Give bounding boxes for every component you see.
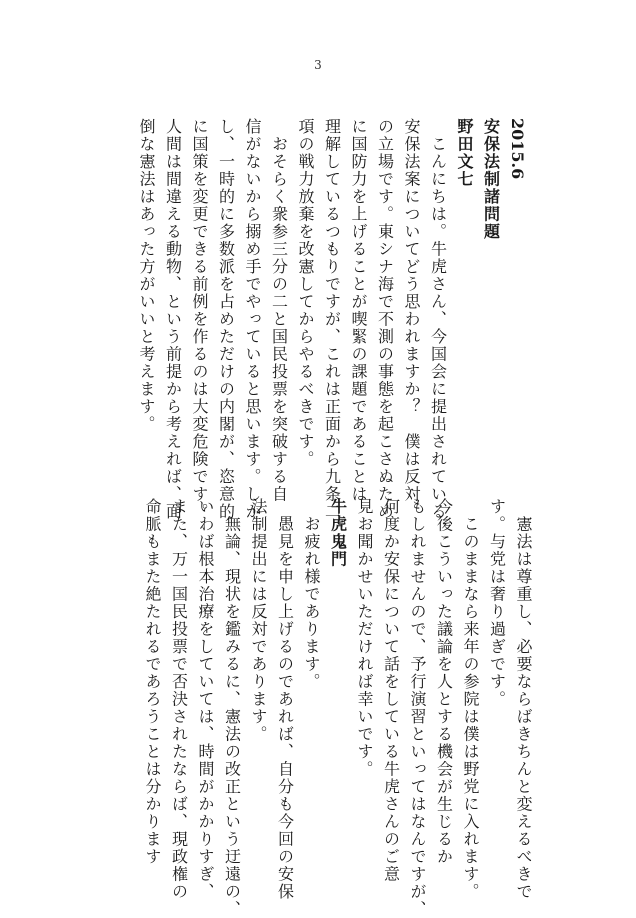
text-line: に国策を変更できる前例を作るのは大変危険です。 bbox=[190, 118, 209, 521]
text-line: おそらく衆参三分の二と国民投票を突破する自 bbox=[269, 118, 289, 503]
text-line: いわば根本治療をしていては、時間がかかりすぎ、 bbox=[196, 498, 215, 901]
text-line: 信がないから搦め手でやっていると思います。しか bbox=[243, 118, 262, 521]
date-heading: 2015.6 bbox=[508, 118, 527, 180]
page-number: 3 bbox=[314, 58, 322, 72]
text-line: 倒な憲法はあった方がいいと考えます。 bbox=[137, 118, 156, 433]
text-line: お疲れ様であります。 bbox=[302, 498, 321, 691]
text-line: し、一時的に多数派を占めただけの内閣が、恣意的 bbox=[216, 118, 236, 521]
text-line: 見お聞かせいただければ幸いです。 bbox=[355, 498, 374, 778]
text-line: に国防力を上げることが喫緊の課題であることは bbox=[349, 118, 368, 503]
upper-text-block bbox=[133, 118, 531, 521]
text-line: 何度か安保について話をしている牛虎さんのご意 bbox=[381, 498, 401, 883]
lower-text-block bbox=[139, 498, 537, 918]
text-line: の立場です。東シナ海で不測の事態を起こさぬため bbox=[375, 118, 395, 521]
text-line: 項の戦力放棄を改憲してからやるべきです。 bbox=[296, 118, 315, 468]
text-line: 憲法は尊重し、必要ならばきちんと変えるべきで bbox=[514, 498, 533, 901]
text-line: 愚見を申し上げるのであれば、自分も今回の安保 bbox=[275, 498, 295, 901]
text-line: す。与党は奢り過ぎです。 bbox=[487, 498, 507, 708]
text-line: 人間は間違える動物、という前提から考えれば、面 bbox=[163, 118, 183, 521]
text-line: 無論、現状を鑑みるに、憲法の改正という迂遠の、 bbox=[222, 498, 242, 918]
speaker-name-gyuko: 牛虎鬼門 bbox=[328, 498, 348, 568]
text-line: 今後こういった議論を人とする機会が生じるか bbox=[434, 498, 454, 866]
text-line: 安保法案についてどう思われますか？ 僕は反対 bbox=[402, 118, 421, 503]
text-line: このままなら来年の参院は僕は野党に入れます。 bbox=[461, 498, 480, 901]
text-line: また、万一国民投票で否決されたならば、現政権の bbox=[169, 498, 189, 901]
text-line: もしれませんので、予行演習といってはなんですが、 bbox=[408, 498, 427, 918]
text-line: 法制提出には反対であります。 bbox=[249, 498, 268, 743]
text-line: 命脈もまた絶たれるであろうことは分かります bbox=[143, 498, 162, 866]
text-line: こんにちは。牛虎さん、今国会に提出されている bbox=[428, 118, 448, 521]
text-line: 理解しているつもりですが、これは正面から九条二 bbox=[322, 118, 342, 521]
speaker-name-noda: 野田文七 bbox=[455, 118, 474, 188]
article-title: 安保法制諸問題 bbox=[481, 118, 501, 241]
